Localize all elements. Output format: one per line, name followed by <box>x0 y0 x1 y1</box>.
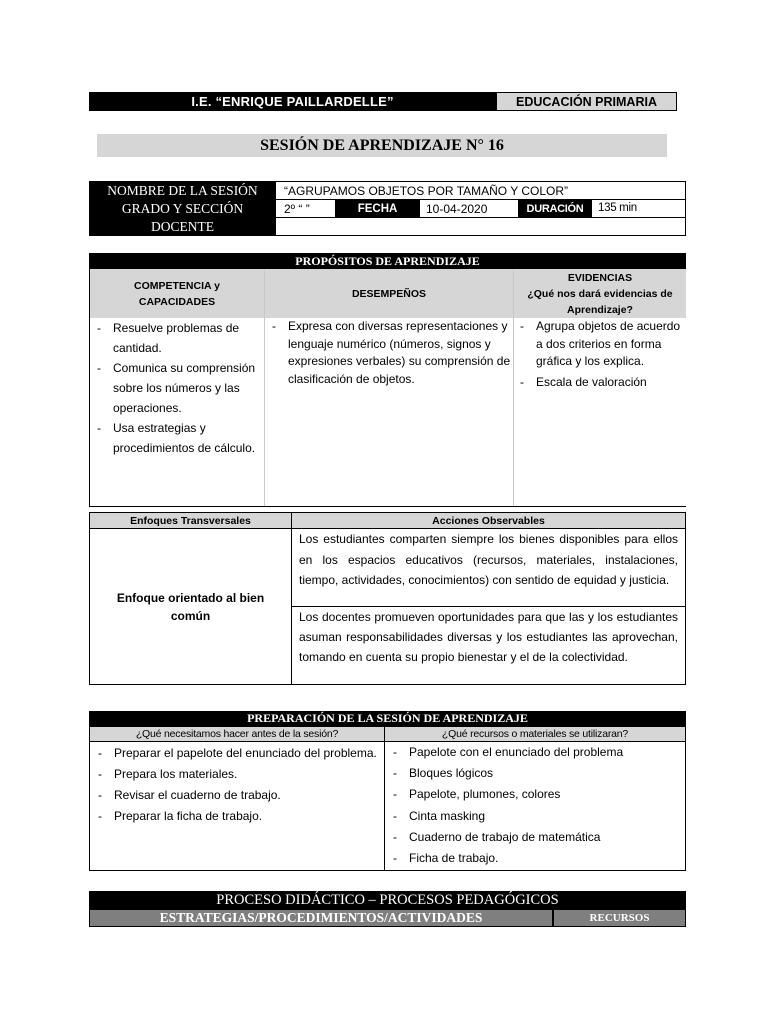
performance-list <box>268 318 511 388</box>
purposes-title: PROPÓSITOS DE APRENDIZAJE <box>89 253 686 269</box>
preparation-before-header: ¿Qué necesitamos hacer antes de la sesión? <box>89 726 385 742</box>
competency-item: - Usa estrategias y procedimientos de cálculo. <box>93 418 263 458</box>
purposes-divider-2 <box>513 269 514 506</box>
action-2: Los docentes promueven oportunidades para que las y los estudiantes asuman responsabilidades diversas y los estudiantes las aprovechan, tomando en cuenta su propio bienestar y el de la colectividad. <box>291 606 686 685</box>
purposes-left-border <box>89 269 90 506</box>
teacher-value <box>275 217 686 236</box>
before-item: - Revisar el cuaderno de trabajo. <box>94 786 380 805</box>
preparation-before-cell <box>89 741 385 871</box>
before-item: - Prepara los materiales. <box>94 765 380 784</box>
evidence-header-title: EVIDENCIAS <box>567 272 633 284</box>
resource-item: - Bloques lógicos <box>389 763 681 784</box>
level-badge <box>496 92 677 111</box>
school-name: I.E. “ENRIQUE PAILLARDELLE” <box>191 94 394 109</box>
date-label: FECHA <box>335 199 420 218</box>
school-header <box>89 92 496 111</box>
action-1: Los estudiantes comparten siempre los bienes disponibles para ellos en los espacios educativos (recursos, materiales, instalaciones, tiempo, actividades, conocimientos) con sentido de equidad y justicia. <box>291 528 686 607</box>
duration-value: 135 min <box>591 199 686 218</box>
actions-header: Acciones Observables <box>291 512 686 529</box>
performance-item: - Expresa con diversas representaciones y lenguaje numérico (números, signos y expresiones verbales) su comprensión de clasificación de objetos. <box>268 318 511 388</box>
process-resources-header: RECURSOS <box>553 909 686 927</box>
evidence-header-question: ¿Qué nos dará evidencias de Aprendizaje? <box>527 288 673 316</box>
approach-header: Enfoques Transversales <box>89 512 292 529</box>
level-label: EDUCACIÓN PRIMARIA <box>516 94 657 109</box>
grade-value: 2º “ ” <box>275 199 336 218</box>
resources-list <box>385 742 685 869</box>
before-item: - Preparar la ficha de trabajo. <box>94 807 380 826</box>
resource-item: - Cinta masking <box>389 806 681 827</box>
performance-header: DESEMPEÑOS <box>351 287 427 300</box>
process-activities-header: ESTRATEGIAS/PROCEDIMIENTOS/ACTIVIDADES <box>89 909 553 927</box>
resource-item: - Cuaderno de trabajo de matemática <box>389 827 681 848</box>
competency-list <box>93 318 263 458</box>
evidence-list <box>516 318 684 394</box>
purposes-divider-1 <box>264 269 265 506</box>
evidence-item: - Agrupa objetos de acuerdo a dos criterios en forma gráfica y los explica. <box>516 318 684 371</box>
competency-item: - Resuelve problemas de cantidad. <box>93 318 263 358</box>
session-title: SESIÓN DE APRENDIZAJE N° 16 <box>97 134 667 157</box>
before-list <box>90 742 384 826</box>
evidence-item: - Escala de valoración <box>516 374 684 392</box>
process-title: PROCESO DIDÁCTICO – PROCESOS PEDAGÓGICOS <box>89 891 686 909</box>
teacher-label: DOCENTE <box>89 217 276 236</box>
purposes-bottom-line <box>89 506 686 507</box>
resource-item: - Papelote, plumones, colores <box>389 784 681 805</box>
preparation-title: PREPARACIÓN DE LA SESIÓN DE APRENDIZAJE <box>89 711 686 726</box>
resource-item: - Papelote con el enunciado del problema <box>389 742 681 763</box>
preparation-resources-cell <box>384 741 686 871</box>
session-name-value: “AGRUPAMOS OBJETOS POR TAMAÑO Y COLOR” <box>275 181 686 200</box>
competency-item: - Comunica su comprensión sobre los números y las operaciones. <box>93 358 263 418</box>
resource-item: - Ficha de trabajo. <box>389 848 681 869</box>
preparation-resources-header: ¿Qué recursos o materiales se utilizaran? <box>384 726 686 742</box>
date-value: 10-04-2020 <box>419 199 519 218</box>
duration-label: DURACIÓN <box>518 199 592 218</box>
approach-name: Enfoque orientado al bien común <box>89 528 292 685</box>
grade-label: GRADO Y SECCIÓN <box>89 199 276 218</box>
before-item: - Preparar el papelote del enunciado del problema. <box>94 744 380 763</box>
competency-header: COMPETENCIA y CAPACIDADES <box>134 280 220 308</box>
evidence-header <box>514 270 686 318</box>
session-name-label: NOMBRE DE LA SESIÓN <box>89 181 276 200</box>
